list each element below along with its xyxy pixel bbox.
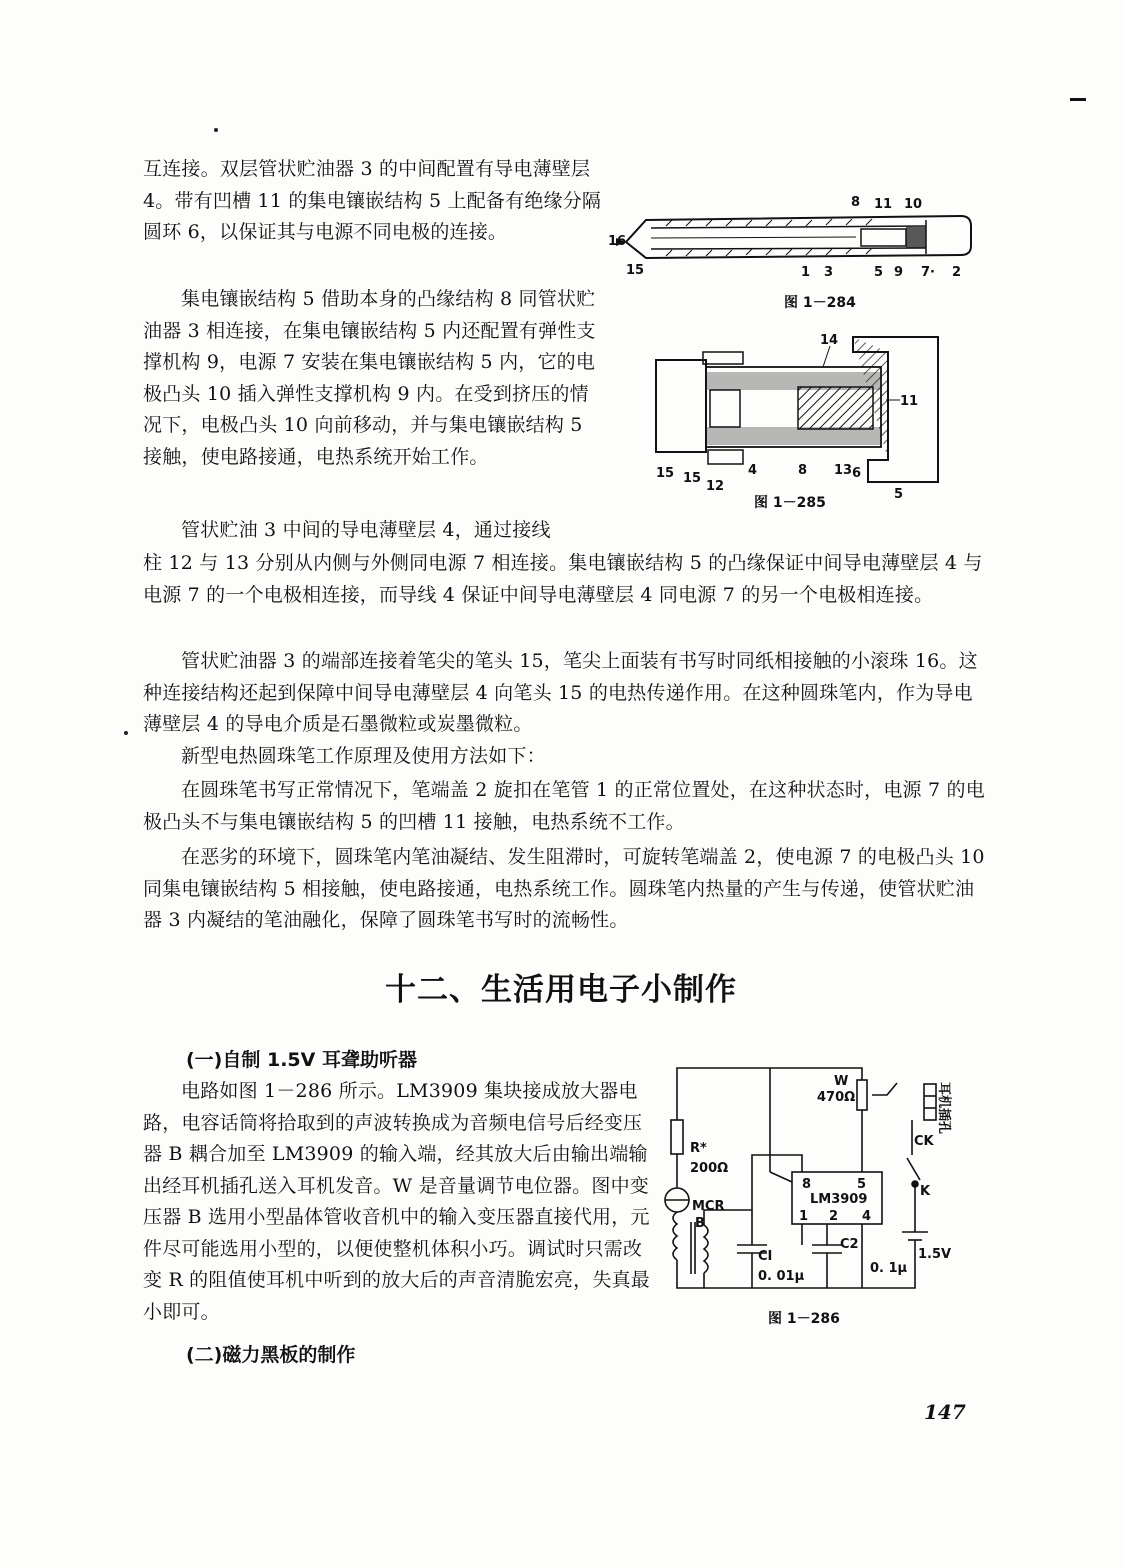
- fig285-label-13: 13: [834, 463, 853, 478]
- fig286-label-c2-value: 0. 1μ: [870, 1261, 908, 1276]
- fig284-label-3: 3: [824, 265, 834, 280]
- fig286-label-w: W: [834, 1074, 849, 1089]
- fig286-label-r: R*: [690, 1141, 707, 1156]
- fig285-label-12: 12: [706, 479, 725, 494]
- fig284-label-1: 1: [801, 265, 811, 280]
- fig286-label-c1-value: 0. 01μ: [758, 1269, 805, 1284]
- fig284-label-10: 10: [904, 197, 923, 212]
- paragraph-6: 在圆珠笔书写正常情况下，笔端盖 2 旋扣在笔管 1 的正常位置处，在这种状态时，电源 7 的电极凸头不与集电镶嵌结构 5 的凹槽 11 接触，电热系统不工作。: [143, 779, 985, 833]
- paragraph-3-start: 管状贮油 3 中间的导电薄壁层 4，通过接线: [181, 519, 551, 541]
- fig284-label-7: 7·: [921, 265, 935, 280]
- fig286-label-r-value: 200Ω: [690, 1161, 729, 1176]
- fig286-label-w-value: 470Ω: [817, 1090, 856, 1105]
- subhead-hearing-aid: (一)自制 1.5V 耳聋助听器: [186, 1049, 417, 1071]
- figure-1-285-section: [648, 332, 948, 502]
- fig285-label-11: 11: [900, 394, 919, 409]
- figure-1-284-pen: [606, 192, 976, 287]
- ink-speck: [124, 731, 128, 735]
- fig286-label-b: B: [695, 1216, 705, 1231]
- fig286-label-ck: CK: [914, 1134, 934, 1149]
- fig286-caption: 图 1－286: [768, 1311, 840, 1327]
- fig285-label-15a: 15: [656, 466, 675, 481]
- fig284-label-8: 8: [851, 195, 861, 210]
- paragraph-2: 集电镶嵌结构 5 借助本身的凸缘结构 8 同管状贮油器 3 相连接，在集电镶嵌结构 5 内还配置有弹性支撑机构 9，电源 7 安装在集电镶嵌结构 5 内，它的电极凸头 10 插入弹性支撑机构 9 内。在受到挤压的情况下，电极凸头 10 向前移动，并与集电镶嵌结构 5 接触，使电路接通，电热系统开始工作。: [143, 288, 596, 468]
- fig285-label-6: 6: [852, 466, 862, 481]
- fig286-label-jack: 耳机插孔: [936, 1082, 951, 1135]
- page-number: 147: [924, 1400, 966, 1424]
- fig286-label-mcr: MCR: [692, 1199, 725, 1214]
- paragraph-4: 管状贮油器 3 的端部连接着笔尖的笔头 15，笔尖上面装有书写时同纸相接触的小滚珠 16。这种连接结构还起到保障中间导电薄壁层 4 向笔头 15 的电热传递作用。在这种圆珠笔内，作为导电薄壁层 4 的导电介质是石墨微粒或炭墨微粒。: [143, 650, 978, 735]
- paragraph-3-rest: 柱 12 与 13 分别从内侧与外侧同电源 7 相连接。集电镶嵌结构 5 的凸缘保证中间导电薄壁层 4 与电源 7 的一个电极相连接，而导线 4 保证中间导电薄壁层 4 同电源 7 的另一个电极相连接。: [143, 552, 983, 606]
- paragraph-5: 新型电热圆珠笔工作原理及使用方法如下：: [181, 745, 546, 767]
- fig285-label-8: 8: [798, 463, 808, 478]
- ink-speck: [214, 128, 218, 132]
- subhead-magnetic-board: (二)磁力黑板的制作: [186, 1344, 356, 1366]
- fig286-label-k: K: [920, 1184, 931, 1199]
- section-title: 十二、生活用电子小制作: [385, 972, 737, 1008]
- fig285-label-14: 14: [820, 333, 839, 348]
- fig286-label-ic: LM3909: [810, 1192, 868, 1207]
- fig284-label-16: 16: [608, 234, 627, 249]
- paragraph-7: 在恶劣的环境下，圆珠笔内笔油凝结、发生阻滞时，可旋转笔端盖 2，使电源 7 的电极凸头 10 同集电镶嵌结构 5 相接触，使电路接通，电热系统工作。圆珠笔内热量的产生与传递，使管状贮油器 3 内凝结的笔油融化，保障了圆珠笔书写时的流畅性。: [143, 846, 991, 931]
- fig284-label-2: 2: [952, 265, 962, 280]
- fig285-label-15b: 15: [683, 471, 702, 486]
- fig286-label-pin8: 8: [802, 1177, 812, 1192]
- paragraph-8: 电路如图 1－286 所示。LM3909 集块接成放大器电路，电容话筒将拾取到的声波转换成为音频电信号后经变压器 B 耦合加至 LM3909 的输入端，经其放大后由输出端输出经耳机插孔送入耳机发音。W 是音量调节电位器。图中变压器 B 选用小型晶体管收音机中的输入变压器直接代用，元件尽可能选用小型的，以便使整机体积小巧。调试时只需改变 R 的阻值使耳机中听到的放大后的声音清脆宏亮，失真最小即可。: [143, 1080, 650, 1323]
- page-edge-mark: [1070, 98, 1086, 101]
- fig284-label-15: 15: [626, 263, 645, 278]
- fig284-label-5: 5: [874, 265, 884, 280]
- fig286-label-pin1: 1: [799, 1209, 809, 1224]
- fig286-label-pin2: 2: [829, 1209, 839, 1224]
- paragraph-1: 互连接。双层管状贮油器 3 的中间配置有导电薄壁层 4。带有凹槽 11 的集电镶嵌结构 5 上配备有绝缘分隔圆环 6，以保证其与电源不同电极的连接。: [143, 158, 602, 243]
- fig285-label-5: 5: [894, 487, 904, 502]
- fig286-label-c2: C2: [840, 1237, 859, 1252]
- fig286-label-c1: CI: [758, 1249, 773, 1264]
- figure-1-286-circuit: [662, 1060, 972, 1310]
- fig286-label-pin4: 4: [862, 1209, 872, 1224]
- fig284-label-9: 9: [894, 265, 904, 280]
- fig285-label-4: 4: [748, 463, 758, 478]
- fig286-label-pin5: 5: [857, 1177, 867, 1192]
- fig284-caption: 图 1－284: [784, 295, 856, 311]
- fig285-caption: 图 1－285: [754, 495, 826, 511]
- fig286-label-battery: 1.5V: [918, 1247, 952, 1262]
- fig284-label-11: 11: [874, 197, 893, 212]
